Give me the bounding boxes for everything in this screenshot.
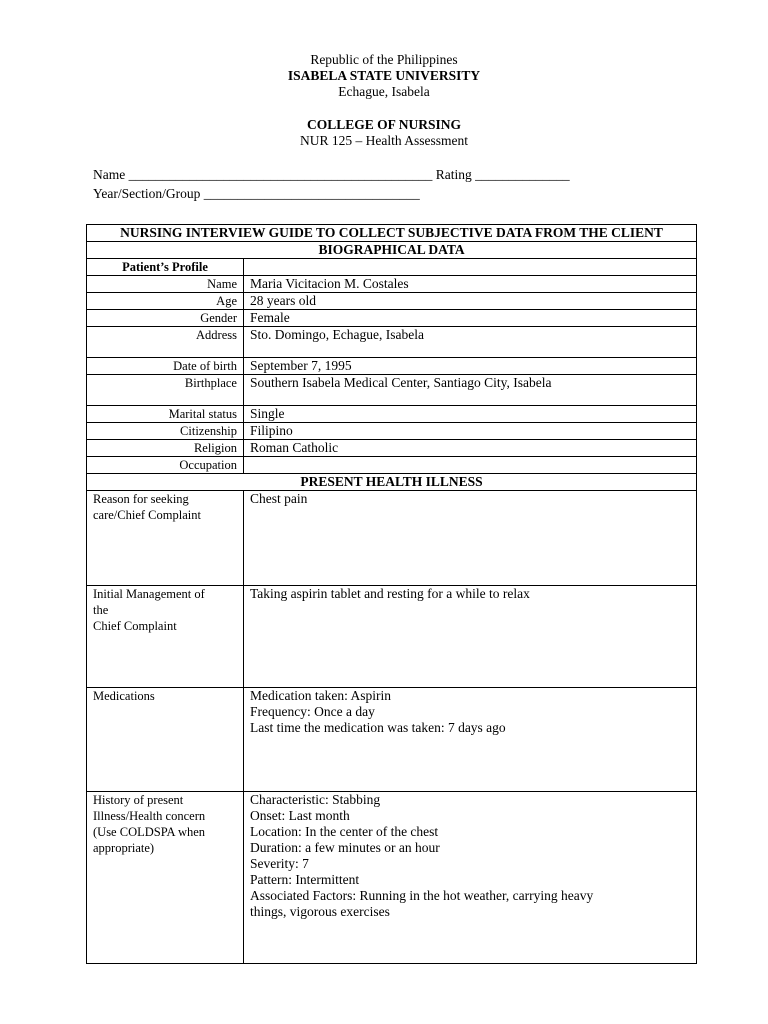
history-label-line: Illness/Health concern (93, 809, 206, 823)
initial-label-line: Initial Management of (93, 587, 205, 601)
year-section-line: Year/Section/Group ________________________________ (93, 186, 420, 201)
header-location: Echague, Isabela (338, 84, 430, 99)
history-label-line: appropriate) (93, 841, 155, 855)
medication-line: Frequency: Once a day (250, 704, 375, 719)
history-label-line: History of present (93, 793, 184, 807)
label-gender: Gender (87, 310, 244, 327)
value-birthplace: Southern Isabela Medical Center, Santiago City, Isabela (244, 375, 697, 406)
value-age: 28 years old (244, 293, 697, 310)
value-date-of-birth: September 7, 1995 (244, 358, 697, 375)
coldspa-line: Severity: 7 (250, 856, 309, 871)
label-citizenship: Citizenship (87, 423, 244, 440)
value-chief-complaint: Chest pain (244, 491, 697, 586)
coldspa-line: Duration: a few minutes or an hour (250, 840, 440, 855)
initial-label-line: the (93, 603, 109, 617)
biographical-data-header: BIOGRAPHICAL DATA (87, 242, 697, 259)
coldspa-line: things, vigorous exercises (250, 904, 390, 919)
value-citizenship: Filipino (244, 423, 697, 440)
coldspa-line: Location: In the center of the chest (250, 824, 439, 839)
label-medications: Medications (87, 688, 244, 792)
label-address: Address (87, 327, 244, 358)
label-date-of-birth: Date of birth (87, 358, 244, 375)
medication-line: Last time the medication was taken: 7 days ago (250, 720, 506, 735)
value-religion: Roman Catholic (244, 440, 697, 457)
label-religion: Religion (87, 440, 244, 457)
coldspa-line: Pattern: Intermittent (250, 872, 360, 887)
coldspa-line: Onset: Last month (250, 808, 350, 823)
header-line-republic: Republic of the Philippines (310, 52, 458, 67)
coldspa-line: Associated Factors: Running in the hot weather, carrying heavy (250, 888, 594, 903)
table-title: NURSING INTERVIEW GUIDE TO COLLECT SUBJECTIVE DATA FROM THE CLIENT (87, 225, 697, 242)
patient-profile-header: Patient’s Profile (87, 259, 244, 276)
reason-label-line: care/Chief Complaint (93, 508, 201, 522)
patient-profile-blank (244, 259, 697, 276)
present-health-illness-header: PRESENT HEALTH ILLNESS (87, 474, 697, 491)
value-gender: Female (244, 310, 697, 327)
initial-label-line: Chief Complaint (93, 619, 177, 633)
label-initial-management (87, 586, 244, 688)
interview-table (86, 224, 697, 964)
reason-label-line: Reason for seeking (93, 492, 189, 506)
header-college: COLLEGE OF NURSING (306, 117, 462, 132)
header-course: NUR 125 – Health Assessment (300, 133, 468, 148)
history-label-line: (Use COLDSPA when (93, 825, 206, 839)
label-occupation: Occupation (87, 457, 244, 474)
value-medications (244, 688, 697, 792)
value-address: Sto. Domingo, Echague, Isabela (244, 327, 697, 358)
label-birthplace: Birthplace (87, 375, 244, 406)
label-history-present-illness (87, 792, 244, 964)
label-age: Age (87, 293, 244, 310)
label-name: Name (87, 276, 244, 293)
value-name: Maria Vicitacion M. Costales (244, 276, 697, 293)
value-initial-management: Taking aspirin tablet and resting for a while to relax (244, 586, 697, 688)
value-marital-status: Single (244, 406, 697, 423)
name-rating-line: Name _____________________________________________ Rating ______________ (93, 167, 570, 182)
coldspa-line: Characteristic: Stabbing (250, 792, 381, 807)
header-university: ISABELA STATE UNIVERSITY (287, 68, 481, 83)
label-marital-status: Marital status (87, 406, 244, 423)
value-history-present-illness (244, 792, 697, 964)
medication-line: Medication taken: Aspirin (250, 688, 391, 703)
label-reason-for-seeking-care (87, 491, 244, 586)
value-occupation (244, 457, 697, 474)
